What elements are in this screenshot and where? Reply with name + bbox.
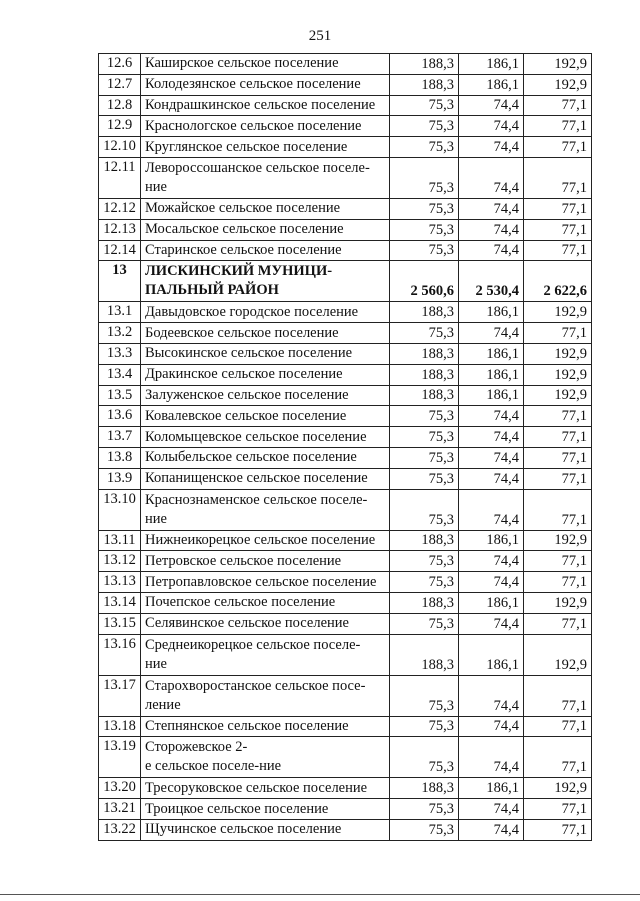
settlement-name-cell: Каширское сельское поселение xyxy=(141,54,390,75)
value-cell-2: 74,4 xyxy=(459,572,524,593)
value-cell-1: 75,3 xyxy=(390,406,459,427)
value-cell-1: 188,3 xyxy=(390,343,459,364)
value-cell-2: 186,1 xyxy=(459,343,524,364)
row-number-cell: 13.19 xyxy=(99,737,141,778)
table-row xyxy=(99,572,592,593)
value-cell-1: 188,3 xyxy=(390,302,459,323)
settlement-name-cell: Залуженское сельское поселение xyxy=(141,385,390,406)
value-cell-1: 188,3 xyxy=(390,385,459,406)
name-line-1: Старохворостанское сельское посе- xyxy=(145,677,366,694)
row-number-cell: 13.1 xyxy=(99,302,141,323)
value-cell-2: 74,4 xyxy=(459,240,524,261)
settlement-name-cell: Селявинское сельское поселение xyxy=(141,613,390,634)
value-cell-1: 75,3 xyxy=(390,716,459,737)
value-cell-1: 75,3 xyxy=(390,613,459,634)
value-cell-2: 74,4 xyxy=(459,447,524,468)
value-cell-2: 74,4 xyxy=(459,198,524,219)
table-row xyxy=(99,468,592,489)
value-cell-3: 192,9 xyxy=(524,343,592,364)
table-row xyxy=(99,530,592,551)
page-number: 251 xyxy=(308,28,332,44)
name-line-1: Сторожевское 2- xyxy=(145,739,248,756)
table-row xyxy=(99,302,592,323)
value-cell-1: 188,3 xyxy=(390,634,459,675)
value-cell-3: 77,1 xyxy=(524,427,592,448)
value-cell-2: 74,4 xyxy=(459,716,524,737)
table-section-heading-row xyxy=(99,261,592,302)
settlement-name-cell: Петропавловское сельское поселение xyxy=(141,572,390,593)
table-row xyxy=(99,198,592,219)
table-row xyxy=(99,343,592,364)
value-cell-2: 186,1 xyxy=(459,530,524,551)
value-cell-1: 75,3 xyxy=(390,116,459,137)
settlement-name-cell xyxy=(141,261,390,302)
table-row xyxy=(99,819,592,840)
row-number-cell: 12.13 xyxy=(99,219,141,240)
value-cell-1: 75,3 xyxy=(390,447,459,468)
value-cell-1: 75,3 xyxy=(390,219,459,240)
settlement-name-cell: Можайское сельское поселение xyxy=(141,198,390,219)
value-cell-3: 77,1 xyxy=(524,551,592,572)
row-number-cell: 12.6 xyxy=(99,54,141,75)
table-row xyxy=(99,240,592,261)
value-cell-2: 74,4 xyxy=(459,675,524,716)
row-number-cell: 13.7 xyxy=(99,427,141,448)
value-cell-1: 188,3 xyxy=(390,778,459,799)
table-row xyxy=(99,799,592,820)
value-cell-2: 74,4 xyxy=(459,95,524,116)
name-line-2: ление xyxy=(145,696,181,713)
settlement-name-cell xyxy=(141,634,390,675)
table-row xyxy=(99,116,592,137)
row-number-cell: 13.15 xyxy=(99,613,141,634)
value-cell-3: 77,1 xyxy=(524,737,592,778)
row-number-cell: 13.18 xyxy=(99,716,141,737)
row-number-cell: 12.11 xyxy=(99,157,141,198)
table-row xyxy=(99,157,592,198)
name-line-2: ние xyxy=(145,178,167,195)
value-cell-3: 192,9 xyxy=(524,302,592,323)
value-cell-2: 186,1 xyxy=(459,74,524,95)
value-cell-1: 75,3 xyxy=(390,675,459,716)
value-cell-3: 77,1 xyxy=(524,406,592,427)
value-cell-3: 77,1 xyxy=(524,489,592,530)
row-number-cell: 13.6 xyxy=(99,406,141,427)
settlement-name-cell xyxy=(141,157,390,198)
table-row xyxy=(99,551,592,572)
value-cell-3: 192,9 xyxy=(524,530,592,551)
row-number-cell: 12.7 xyxy=(99,74,141,95)
value-cell-3: 77,1 xyxy=(524,157,592,198)
value-cell-3: 77,1 xyxy=(524,323,592,344)
value-cell-3: 77,1 xyxy=(524,468,592,489)
row-number-cell: 12.14 xyxy=(99,240,141,261)
table-row xyxy=(99,489,592,530)
table-row xyxy=(99,447,592,468)
row-number-cell: 12.8 xyxy=(99,95,141,116)
row-number-cell: 13.12 xyxy=(99,551,141,572)
value-cell-1: 75,3 xyxy=(390,819,459,840)
value-cell-1: 75,3 xyxy=(390,198,459,219)
table-row xyxy=(99,634,592,675)
name-line-2: ние xyxy=(145,655,167,672)
value-cell-3: 77,1 xyxy=(524,447,592,468)
value-cell-3: 192,9 xyxy=(524,592,592,613)
value-cell-2: 74,4 xyxy=(459,427,524,448)
value-cell-3: 77,1 xyxy=(524,240,592,261)
table-row xyxy=(99,219,592,240)
row-number-cell: 12.10 xyxy=(99,137,141,158)
settlement-name-cell xyxy=(141,489,390,530)
row-number-cell: 13.16 xyxy=(99,634,141,675)
row-number-cell: 13.13 xyxy=(99,572,141,593)
value-cell-1: 75,3 xyxy=(390,572,459,593)
value-cell-1: 75,3 xyxy=(390,737,459,778)
value-cell-3: 77,1 xyxy=(524,819,592,840)
value-cell-3: 2 622,6 xyxy=(524,261,592,302)
table-row xyxy=(99,716,592,737)
settlement-name-cell: Копанищенское сельское поселение xyxy=(141,468,390,489)
table-row xyxy=(99,385,592,406)
table-row xyxy=(99,592,592,613)
value-cell-3: 77,1 xyxy=(524,137,592,158)
row-number-cell: 13.14 xyxy=(99,592,141,613)
table-row xyxy=(99,613,592,634)
value-cell-2: 186,1 xyxy=(459,592,524,613)
table-row xyxy=(99,737,592,778)
settlement-name-cell: Давыдовское городское поселение xyxy=(141,302,390,323)
table-row xyxy=(99,427,592,448)
value-cell-2: 186,1 xyxy=(459,54,524,75)
value-cell-1: 75,3 xyxy=(390,137,459,158)
value-cell-3: 77,1 xyxy=(524,572,592,593)
value-cell-2: 186,1 xyxy=(459,302,524,323)
row-number-cell: 13.5 xyxy=(99,385,141,406)
value-cell-2: 74,4 xyxy=(459,157,524,198)
row-number-cell: 13.17 xyxy=(99,675,141,716)
row-number-cell: 13 xyxy=(99,261,141,302)
settlement-name-cell: Петровское сельское поселение xyxy=(141,551,390,572)
name-line-2: ПАЛЬНЫЙ РАЙОН xyxy=(145,282,279,299)
value-cell-1: 188,3 xyxy=(390,530,459,551)
value-cell-3: 77,1 xyxy=(524,219,592,240)
value-cell-2: 2 530,4 xyxy=(459,261,524,302)
row-number-cell: 13.9 xyxy=(99,468,141,489)
settlement-name-cell: Коломыцевское сельское поселение xyxy=(141,427,390,448)
budget-table xyxy=(98,53,592,841)
value-cell-2: 74,4 xyxy=(459,737,524,778)
value-cell-2: 74,4 xyxy=(459,323,524,344)
settlement-name-cell: Степнянское сельское поселение xyxy=(141,716,390,737)
name-line-2: ние xyxy=(145,510,167,527)
row-number-cell: 13.8 xyxy=(99,447,141,468)
settlement-name-cell: Краснологское сельское поселение xyxy=(141,116,390,137)
value-cell-1: 75,3 xyxy=(390,95,459,116)
table-row xyxy=(99,323,592,344)
settlement-name-cell: Тресоруковское сельское поселение xyxy=(141,778,390,799)
settlement-name-cell: Круглянское сельское поселение xyxy=(141,137,390,158)
table-row xyxy=(99,95,592,116)
settlement-name-cell: Высокинское сельское поселение xyxy=(141,343,390,364)
row-number-cell: 13.4 xyxy=(99,364,141,385)
value-cell-1: 75,3 xyxy=(390,323,459,344)
value-cell-2: 186,1 xyxy=(459,364,524,385)
table-body xyxy=(99,54,592,841)
value-cell-2: 74,4 xyxy=(459,219,524,240)
row-number-cell: 13.22 xyxy=(99,819,141,840)
settlement-name-cell: Дракинское сельское поселение xyxy=(141,364,390,385)
value-cell-2: 74,4 xyxy=(459,406,524,427)
settlement-name-cell: Колодезянское сельское поселение xyxy=(141,74,390,95)
value-cell-2: 186,1 xyxy=(459,385,524,406)
value-cell-3: 77,1 xyxy=(524,198,592,219)
value-cell-3: 77,1 xyxy=(524,675,592,716)
name-line-2: е сельское поселе-ние xyxy=(145,758,282,775)
value-cell-3: 192,9 xyxy=(524,778,592,799)
settlement-name-cell: Старинское сельское поселение xyxy=(141,240,390,261)
value-cell-2: 74,4 xyxy=(459,468,524,489)
table-row xyxy=(99,137,592,158)
value-cell-2: 74,4 xyxy=(459,819,524,840)
settlement-name-cell: Щучинское сельское поселение xyxy=(141,819,390,840)
table-row xyxy=(99,74,592,95)
row-number-cell: 13.20 xyxy=(99,778,141,799)
settlement-name-cell: Кондрашкинское сельское поселение xyxy=(141,95,390,116)
settlement-name-cell: Почепское сельское поселение xyxy=(141,592,390,613)
value-cell-3: 77,1 xyxy=(524,799,592,820)
row-number-cell: 13.11 xyxy=(99,530,141,551)
value-cell-1: 75,3 xyxy=(390,799,459,820)
value-cell-1: 75,3 xyxy=(390,468,459,489)
value-cell-3: 192,9 xyxy=(524,385,592,406)
value-cell-1: 188,3 xyxy=(390,592,459,613)
settlement-name-cell: Нижнеикорецкое сельское поселение xyxy=(141,530,390,551)
value-cell-3: 192,9 xyxy=(524,54,592,75)
value-cell-2: 74,4 xyxy=(459,137,524,158)
value-cell-3: 77,1 xyxy=(524,613,592,634)
value-cell-1: 75,3 xyxy=(390,551,459,572)
table-row xyxy=(99,675,592,716)
value-cell-1: 75,3 xyxy=(390,157,459,198)
name-line-1: Среднеикорецкое сельское поселе- xyxy=(145,636,361,653)
table-row xyxy=(99,778,592,799)
row-number-cell: 13.3 xyxy=(99,343,141,364)
row-number-cell: 13.10 xyxy=(99,489,141,530)
value-cell-2: 186,1 xyxy=(459,634,524,675)
value-cell-3: 192,9 xyxy=(524,634,592,675)
table-row xyxy=(99,406,592,427)
value-cell-3: 77,1 xyxy=(524,716,592,737)
settlement-name-cell xyxy=(141,675,390,716)
settlement-name-cell: Бодеевское сельское поселение xyxy=(141,323,390,344)
name-line-1: Краснознаменское сельское поселе- xyxy=(145,491,368,508)
value-cell-1: 75,3 xyxy=(390,427,459,448)
value-cell-3: 77,1 xyxy=(524,95,592,116)
name-line-1: Левороссошанское сельское поселе- xyxy=(145,159,370,176)
value-cell-2: 74,4 xyxy=(459,613,524,634)
value-cell-3: 192,9 xyxy=(524,364,592,385)
row-number-cell: 13.21 xyxy=(99,799,141,820)
value-cell-1: 188,3 xyxy=(390,364,459,385)
settlement-name-cell: Ковалевское сельское поселение xyxy=(141,406,390,427)
row-number-cell: 13.2 xyxy=(99,323,141,344)
row-number-cell: 12.12 xyxy=(99,198,141,219)
table-row xyxy=(99,54,592,75)
settlement-name-cell xyxy=(141,737,390,778)
value-cell-2: 74,4 xyxy=(459,489,524,530)
value-cell-1: 75,3 xyxy=(390,489,459,530)
settlement-name-cell: Троицкое сельское поселение xyxy=(141,799,390,820)
value-cell-2: 74,4 xyxy=(459,799,524,820)
row-number-cell: 12.9 xyxy=(99,116,141,137)
bottom-rule xyxy=(0,894,640,895)
value-cell-3: 192,9 xyxy=(524,74,592,95)
value-cell-2: 74,4 xyxy=(459,551,524,572)
settlement-name-cell: Колыбельское сельское поселение xyxy=(141,447,390,468)
value-cell-1: 188,3 xyxy=(390,54,459,75)
value-cell-1: 75,3 xyxy=(390,240,459,261)
value-cell-1: 2 560,6 xyxy=(390,261,459,302)
value-cell-3: 77,1 xyxy=(524,116,592,137)
name-line-1: ЛИСКИНСКИЙ МУНИЦИ- xyxy=(145,263,333,280)
table-row xyxy=(99,364,592,385)
value-cell-1: 188,3 xyxy=(390,74,459,95)
settlement-name-cell: Мосальское сельское поселение xyxy=(141,219,390,240)
value-cell-2: 186,1 xyxy=(459,778,524,799)
value-cell-2: 74,4 xyxy=(459,116,524,137)
